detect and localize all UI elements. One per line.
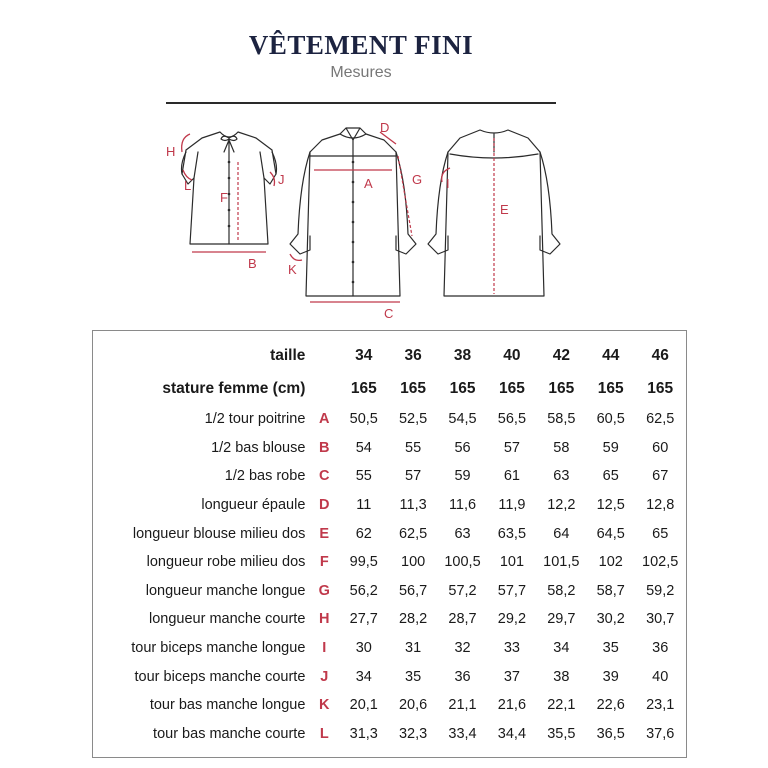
measurement-value: 59 — [454, 468, 471, 485]
measurement-value: 37,6 — [646, 725, 675, 742]
height-cell: 165 — [449, 379, 476, 397]
measurement-letter: H — [319, 611, 330, 628]
measurement-value: 12,5 — [596, 497, 625, 514]
measurement-value: 65 — [602, 468, 619, 485]
measurement-value: 36 — [454, 668, 471, 685]
size-cell: 42 — [552, 346, 570, 364]
measurement-value: 30 — [355, 640, 372, 657]
measurement-name: 1/2 bas robe — [224, 468, 306, 485]
measurement-value: 32 — [454, 640, 471, 657]
label-a: A — [364, 176, 373, 191]
measurement-row — [93, 662, 685, 691]
measurement-letter: D — [319, 497, 330, 514]
measurement-name: 1/2 bas blouse — [211, 439, 306, 456]
measurement-value: 62 — [355, 525, 372, 542]
label-f: F — [220, 190, 228, 205]
measurement-value: 64 — [553, 525, 570, 542]
dress-front-drawing — [290, 128, 416, 296]
size-label: taille — [270, 346, 306, 364]
measurement-value: 11,3 — [399, 497, 427, 514]
blouse-front-drawing — [182, 132, 277, 244]
measurement-value: 28,2 — [398, 611, 428, 628]
measurement-letter: C — [319, 468, 330, 485]
measurement-value: 102 — [598, 554, 623, 571]
measurement-value: 101 — [499, 554, 525, 571]
measurement-value: 57 — [405, 468, 422, 485]
measurement-value: 52,5 — [398, 411, 428, 428]
measurement-value: 11 — [356, 497, 372, 514]
measurement-value: 20,6 — [398, 697, 428, 714]
measurement-value: 57 — [503, 439, 520, 456]
measurement-value: 37 — [503, 668, 520, 685]
measurement-row — [93, 462, 685, 491]
label-l: L — [184, 178, 192, 193]
height-cell: 165 — [597, 379, 624, 397]
measurement-value: 58,2 — [547, 582, 576, 599]
measurement-row — [93, 691, 685, 720]
label-k: K — [288, 262, 297, 277]
measurement-value: 21,6 — [497, 697, 527, 714]
measurement-value: 30,7 — [646, 611, 675, 628]
measurement-value: 12,8 — [646, 497, 675, 514]
measurement-value: 56,7 — [398, 582, 428, 599]
measurement-value: 36 — [652, 640, 669, 657]
measurement-name: tour biceps manche longue — [131, 640, 306, 657]
measurement-value: 57,2 — [448, 582, 477, 599]
height-cell: 165 — [498, 379, 525, 397]
measurement-row — [93, 577, 685, 606]
measurement-letter: I — [322, 640, 327, 657]
label-b: B — [248, 256, 257, 271]
measurement-value: 33 — [503, 640, 520, 657]
measurement-name: longueur manche longue — [145, 582, 306, 599]
measurement-value: 21,1 — [448, 697, 477, 714]
size-cell: 40 — [503, 346, 521, 364]
measurement-value: 36,5 — [596, 725, 625, 742]
measurement-value: 11,9 — [498, 497, 526, 514]
measurement-value: 35,5 — [547, 725, 576, 742]
measurement-letter: B — [319, 439, 330, 456]
measurement-value: 11,6 — [448, 497, 477, 514]
measurement-value: 50,5 — [349, 411, 378, 428]
measurement-value: 55 — [405, 439, 422, 456]
measurement-row — [93, 519, 685, 548]
measurement-value: 58,5 — [547, 411, 576, 428]
size-header-row — [93, 339, 685, 372]
measurement-value: 54 — [355, 439, 372, 456]
size-cell: 44 — [602, 346, 620, 364]
measurement-value: 59,2 — [646, 582, 675, 599]
measurement-value: 29,7 — [547, 611, 576, 628]
measurement-value: 57,7 — [497, 582, 527, 599]
measurement-row — [93, 434, 685, 463]
measurement-row — [93, 405, 685, 434]
measurement-value: 23,1 — [646, 697, 675, 714]
measurement-value: 100,5 — [444, 554, 481, 571]
height-cell: 165 — [400, 379, 427, 397]
measurement-letter: A — [319, 411, 330, 428]
measurement-value: 20,1 — [349, 697, 378, 714]
measurement-value: 54,5 — [448, 411, 477, 428]
measurement-name: longueur épaule — [201, 497, 306, 514]
measurement-value: 63 — [553, 468, 570, 485]
measurement-value: 99,5 — [349, 554, 378, 571]
measurement-name: tour bas manche longue — [149, 697, 306, 714]
measurement-letter: J — [320, 668, 329, 685]
measurement-name: longueur manche courte — [149, 611, 306, 628]
measurement-value: 64,5 — [596, 525, 625, 542]
measurement-value: 39 — [602, 668, 619, 685]
label-h: H — [166, 144, 176, 159]
measurement-value: 38 — [553, 668, 570, 685]
measurement-letter: K — [319, 697, 330, 714]
measurement-value: 32,3 — [398, 725, 428, 742]
measurement-value: 58,7 — [596, 582, 625, 599]
measurement-value: 34 — [553, 640, 570, 657]
measurement-value: 35 — [602, 640, 619, 657]
measurement-value: 31 — [405, 640, 422, 657]
measurement-value: 101,5 — [543, 554, 580, 571]
measurement-letter: E — [319, 525, 330, 542]
size-cell: 36 — [404, 346, 422, 364]
label-g: G — [412, 172, 423, 187]
measurement-row — [93, 548, 685, 577]
measurement-value: 31,3 — [349, 725, 378, 742]
measurement-value: 56,5 — [497, 411, 527, 428]
measurement-value: 67 — [652, 468, 669, 485]
height-cell: 165 — [350, 379, 377, 397]
page-subtitle: Mesures — [330, 64, 392, 81]
label-j: J — [278, 172, 285, 187]
measurement-row — [93, 634, 685, 663]
measurement-name: longueur robe milieu dos — [146, 554, 306, 571]
label-e: E — [500, 202, 509, 217]
size-cell: 46 — [651, 346, 669, 364]
measurement-value: 30,2 — [596, 611, 625, 628]
measurement-value: 60,5 — [596, 411, 625, 428]
height-cell: 165 — [548, 379, 575, 397]
label-c: C — [384, 306, 394, 321]
measurement-value: 12,2 — [547, 497, 576, 514]
height-cell: 165 — [647, 379, 674, 397]
measurement-letter: F — [319, 554, 329, 571]
measurement-value: 60 — [652, 439, 669, 456]
label-i: I — [446, 176, 450, 191]
size-cell: 34 — [355, 346, 373, 364]
label-d: D — [380, 120, 390, 135]
measurement-value: 56,2 — [349, 582, 378, 599]
measurement-value: 100 — [401, 554, 426, 571]
measurement-value: 28,7 — [448, 611, 477, 628]
measurement-value: 27,7 — [349, 611, 378, 628]
measurement-value: 62,5 — [646, 411, 675, 428]
measurement-row — [93, 605, 685, 634]
measurement-value: 34,4 — [497, 725, 527, 742]
title-divider — [166, 102, 556, 104]
height-label: stature femme (cm) — [162, 379, 306, 397]
measurement-value: 102,5 — [642, 554, 679, 571]
measurement-value: 61 — [503, 468, 520, 485]
measurement-value: 22,1 — [547, 697, 576, 714]
garment-diagrams — [150, 112, 590, 324]
measurement-value: 58 — [553, 439, 570, 456]
measurement-value: 59 — [602, 439, 619, 456]
measurement-value: 56 — [454, 439, 471, 456]
size-cell: 38 — [453, 346, 472, 364]
measurement-letter: G — [318, 582, 330, 599]
measurement-value: 63,5 — [497, 525, 527, 542]
measurement-value: 35 — [405, 668, 422, 685]
measurement-letter: L — [319, 725, 329, 742]
measurement-value: 63 — [454, 525, 471, 542]
height-header-row — [93, 372, 685, 405]
measurement-value: 34 — [355, 668, 372, 685]
measurement-value: 62,5 — [398, 525, 428, 542]
page-title: VÊTEMENT FINI — [248, 30, 474, 60]
measurement-name: longueur blouse milieu dos — [132, 525, 306, 542]
measurements-table — [92, 330, 687, 758]
measurement-value: 55 — [355, 468, 372, 485]
measurement-row — [93, 720, 685, 749]
measurement-value: 29,2 — [497, 611, 527, 628]
measurement-name: 1/2 tour poitrine — [204, 411, 306, 428]
measurement-value: 40 — [652, 668, 669, 685]
measurement-row — [93, 491, 685, 520]
measurement-value: 22,6 — [596, 697, 625, 714]
measurement-name: tour bas manche courte — [153, 725, 306, 742]
measurement-value: 33,4 — [448, 725, 477, 742]
measurement-name: tour biceps manche courte — [134, 668, 306, 685]
measurement-value: 65 — [652, 525, 669, 542]
